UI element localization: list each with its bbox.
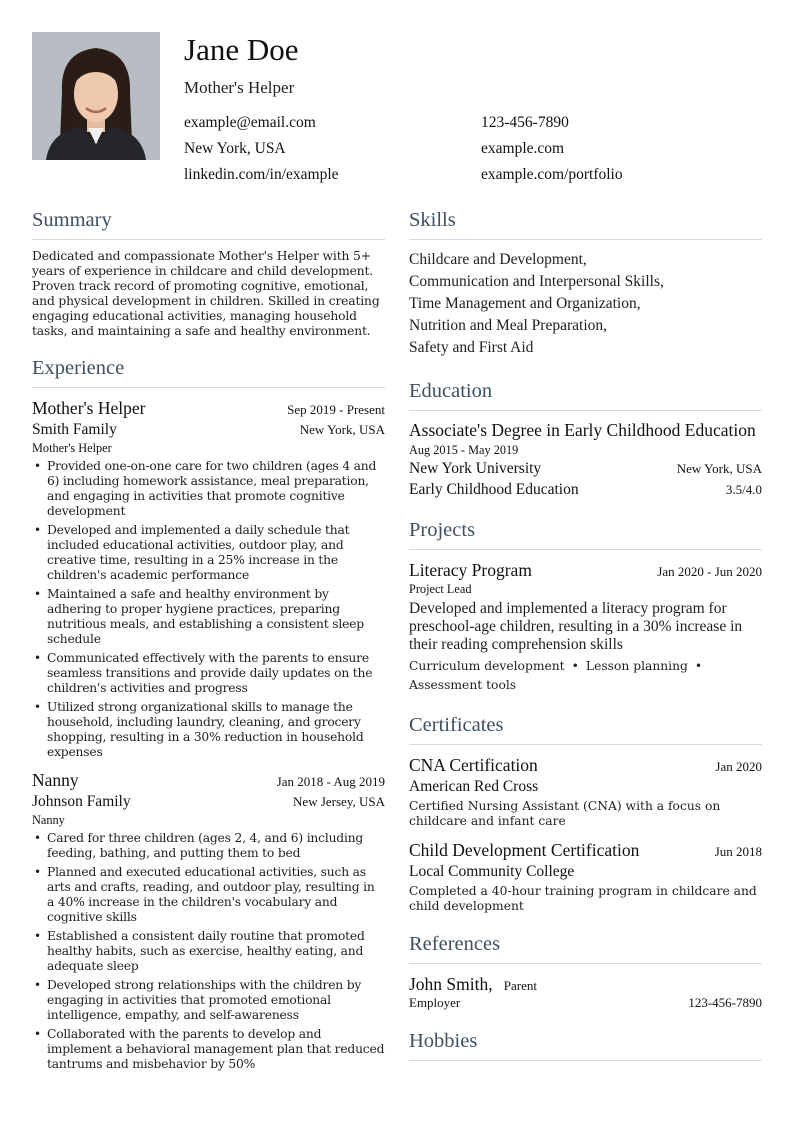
experience-item (32, 769, 385, 1072)
certificates-section (409, 712, 762, 914)
certificate-item (409, 839, 762, 914)
job-bullets (32, 459, 385, 760)
education-section (409, 378, 762, 500)
summary-text: Dedicated and compassionate Mother's Helper with 5+ years of experience in childcare and child development. Proven track record of promoting cognitive, emotional, and physical development in children. Skilled in creating engaging educational activities, managing household tasks, and maintaining a safe and healthy environment. (32, 249, 380, 338)
certificate-date: Jan 2020 (715, 759, 762, 774)
certificate-issuer: American Red Cross (409, 778, 539, 795)
job-role: Nanny (32, 813, 65, 827)
certificate-description: Certified Nursing Assistant (CNA) with a focus on childcare and infant care (409, 799, 721, 828)
certificate-name: Child Development Certification (409, 840, 640, 860)
references-heading: References (409, 933, 501, 955)
section-divider (409, 410, 762, 411)
education-location: New York, USA (676, 461, 762, 476)
reference-phone[interactable]: 123-456-7890 (688, 995, 762, 1010)
candidate-name: Jane Doe (184, 32, 299, 67)
contact-location: New York, USA (184, 140, 286, 157)
certificate-item (409, 754, 762, 829)
education-heading: Education (409, 380, 493, 402)
experience-heading: Experience (32, 357, 125, 379)
education-degree: Associate's Degree in Early Childhood Education (409, 420, 756, 440)
hobbies-section (409, 1028, 762, 1061)
bullet-item: • Developed and implemented a daily schedule that included educational activities, outdoor play, and creative time, resulting in a 25% increase in the children's academic performance (32, 523, 385, 583)
project-tag: Lesson planning (585, 659, 688, 673)
project-tag: Assessment tools (409, 678, 517, 692)
certificate-name: CNA Certification (409, 755, 538, 775)
separator-dot: • (694, 659, 703, 673)
contact-portfolio[interactable]: example.com/portfolio (481, 166, 623, 183)
project-description: Developed and implemented a literacy program for preschool-age children, resulting in a 30% increase in their reading comprehension skills (409, 600, 743, 653)
job-company: Johnson Family (32, 793, 131, 810)
education-dates: Aug 2015 - May 2019 (409, 443, 519, 457)
reference-name: John Smith, (409, 974, 493, 994)
education-gpa: 3.5/4.0 (725, 482, 762, 497)
bullet-item: • Cared for three children (ages 2, 4, and 6) including feeding, bathing, and putting them to bed (32, 831, 385, 861)
section-divider (409, 1060, 762, 1061)
skill-item: Childcare and Development, (409, 251, 587, 268)
bullet-item: • Communicated effectively with the parents to ensure seamless transitions and provide daily updates on the children's activities and progress (32, 651, 385, 696)
education-field: Early Childhood Education (409, 481, 579, 498)
bullet-item: • Utilized strong organizational skills to manage the household, including laundry, cleaning, and grocery shopping, resulting in a 30% reduction in household expenses (32, 700, 385, 760)
certificate-date: Jun 2018 (714, 844, 762, 859)
skill-item: Safety and First Aid (409, 339, 534, 356)
contact-email[interactable]: example@email.com (184, 114, 316, 131)
project-role: Project Lead (409, 582, 472, 596)
skills-list (409, 249, 762, 359)
contact-phone[interactable]: 123-456-7890 (481, 114, 569, 131)
profile-photo (32, 32, 160, 160)
certificates-heading: Certificates (409, 714, 504, 736)
section-divider (32, 239, 385, 240)
left-column (32, 207, 385, 1081)
section-divider (409, 744, 762, 745)
job-location: New Jersey, USA (293, 794, 385, 809)
job-bullets (32, 831, 385, 1072)
certificate-issuer: Local Community College (409, 863, 575, 880)
job-dates: Sep 2019 - Present (287, 402, 385, 417)
job-role: Mother's Helper (32, 441, 112, 455)
bullet-item: • Maintained a safe and healthy environment by adhering to proper hygiene practices, preparing nutritious meals, and establishing a consistent sleep schedule (32, 587, 385, 647)
job-position: Mother's Helper (32, 398, 146, 418)
skills-section (409, 207, 762, 359)
bullet-item: • Collaborated with the parents to develop and implement a behavioral management plan that reduced tantrums and misbehavior by 50% (32, 1027, 385, 1072)
project-tag: Curriculum development (409, 659, 565, 673)
job-company: Smith Family (32, 421, 117, 438)
projects-section (409, 517, 762, 695)
section-divider (32, 387, 385, 388)
bullet-item: • Planned and executed educational activities, such as arts and crafts, reading, and outdoor play, resulting in a 40% increase in the children's vocabulary and cognitive skills (32, 865, 385, 925)
skills-heading: Skills (409, 209, 456, 231)
references-section (409, 931, 762, 1011)
projects-heading: Projects (409, 519, 476, 541)
separator-dot: • (571, 659, 579, 673)
project-tags (409, 657, 762, 695)
job-location: New York, USA (299, 422, 385, 437)
job-position: Nanny (32, 770, 79, 790)
bullet-item: • Developed strong relationships with the children by engaging in activities that promoted emotional intelligence, empathy, and self-awareness (32, 978, 385, 1023)
project-dates: Jan 2020 - Jun 2020 (657, 564, 762, 579)
summary-heading: Summary (32, 209, 112, 231)
section-divider (409, 963, 762, 964)
education-school: New York University (409, 460, 542, 477)
reference-role: Employer (409, 995, 461, 1010)
certificate-description: Completed a 40-hour training program in childcare and child development (409, 884, 757, 913)
bullet-item: • Provided one-on-one care for two children (ages 4 and 6) including homework assistance, meal preparation, and engaging in activities that promote cognitive development (32, 459, 385, 519)
contact-linkedin[interactable]: linkedin.com/in/example (184, 166, 339, 183)
section-divider (409, 549, 762, 550)
right-column (409, 207, 762, 1070)
section-divider (409, 239, 762, 240)
job-dates: Jan 2018 - Aug 2019 (276, 774, 385, 789)
reference-relation: Parent (503, 978, 537, 993)
project-name: Literacy Program (409, 560, 532, 580)
portrait-image (32, 32, 160, 160)
skill-item: Time Management and Organization, (409, 295, 641, 312)
skill-item: Communication and Interpersonal Skills, (409, 273, 664, 290)
experience-section (32, 355, 385, 1072)
contact-website[interactable]: example.com (481, 140, 565, 157)
experience-item (32, 397, 385, 760)
bullet-item: • Established a consistent daily routine that promoted healthy habits, such as exercise, healthy eating, and adequate sleep (32, 929, 385, 974)
summary-section (32, 207, 385, 339)
hobbies-heading: Hobbies (409, 1030, 478, 1052)
candidate-title: Mother's Helper (184, 78, 295, 97)
skill-item: Nutrition and Meal Preparation, (409, 317, 608, 334)
